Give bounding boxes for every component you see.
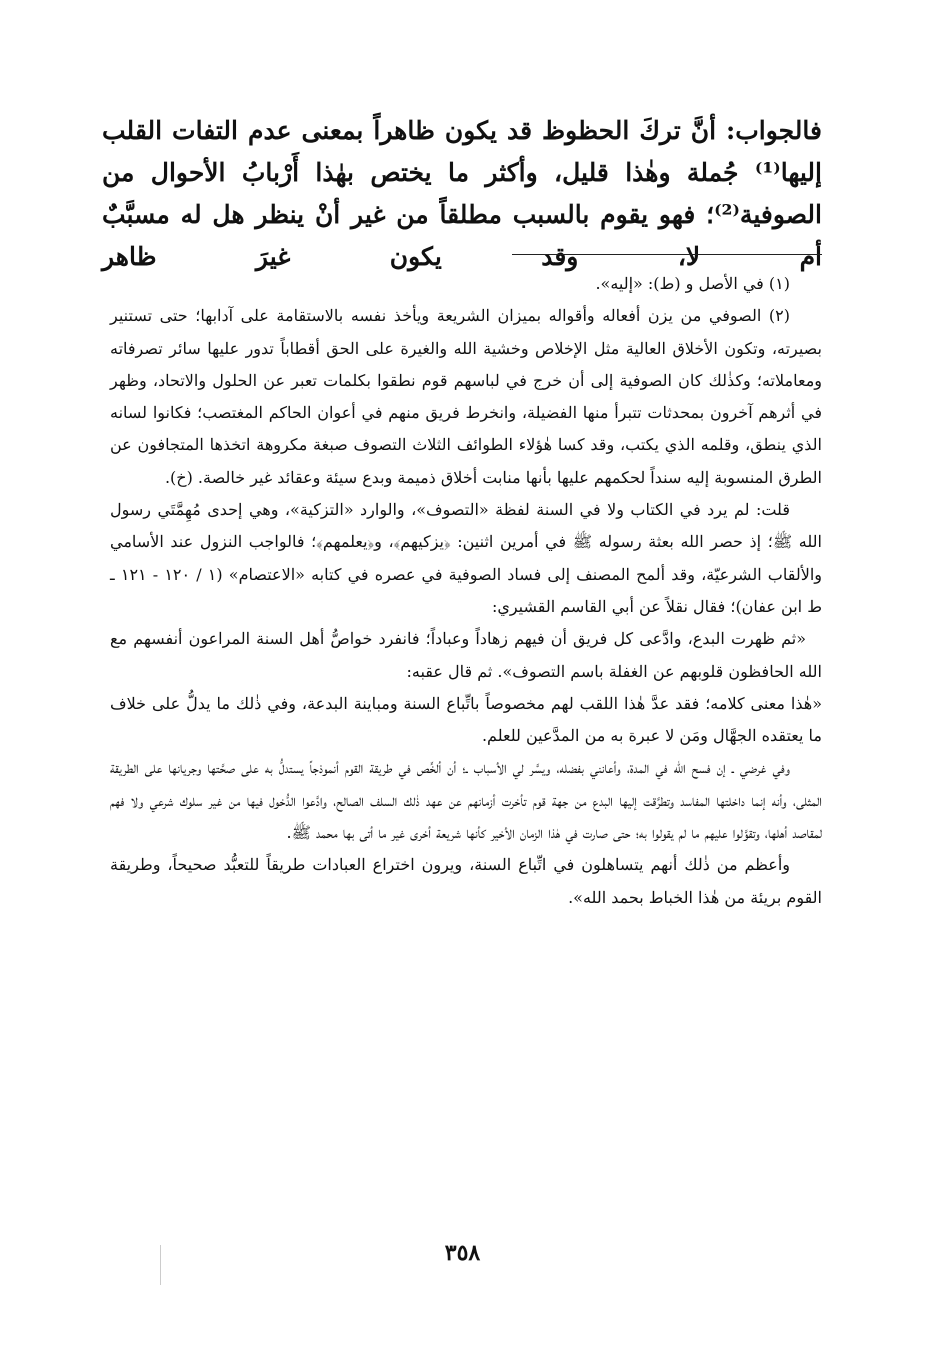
main-text-block [102, 110, 822, 278]
footnote-1: (١) في الأصل و (ط): «إليه». [595, 274, 790, 293]
page-number: ٣٥٨ [444, 1240, 481, 1266]
footnote-quote-2: «هٰذا معنى كلامه؛ فقد عدَّ هٰذا اللقب لهم مخصوصاً باتِّباع السنة ومباينة البدعة، وفي ذٰلك ما يدلُّ على خلاف ما يعتقده الجهَّال ومَن لا عبرة به من المدَّعين للعلم. [110, 693, 823, 746]
main-paragraph: فالجواب: أنَّ تركَ الحظوظ قد يكون ظاهراً بمعنى عدم التفات القلب إليها⁽¹⁾ جُملة وهٰذا قليل، وأكثر ما يختص بهٰذا أَرْبابُ الأحوال من الصوفية⁽²⁾؛ فهو يقوم بالسبب مطلقاً من غير أنْ ينظر هل له مسبَّبٌ أم لا، وقد يكون غيرَ ظاهر [102, 116, 822, 271]
footnotes-block [110, 268, 822, 914]
footnote-quote-1: «ثم ظهرت البدع، وادَّعى كل فريق أن فيهم زهاداً وعباداً؛ فانفرد خواصُّ أهل السنة المراعون أنفسهم مع الله الحافظون قلوبهم عن الغفلة باسم التصوف». ثم قال عقبه: [110, 629, 822, 681]
footnote-divider [512, 254, 822, 255]
footnote-aazam-paragraph: وأعظم من ذٰلك أنهم يتساهلون في اتِّباع السنة، ويرون اختراع العبادات طريقاً للتعبُّد صحيحاً، وطريقة القوم بريئة من هٰذا الخباط بحمد الله». [110, 855, 822, 907]
footnote-gharadi-paragraph: وفي غرضي ـ إن فسح الله في المدة، وأعانني بفضله، ويسَّر لي الأسباب ـ؛ أن ألخِّص في طريقة القوم أنموذجاً يستدلُّ به على صحَّتها وجريانها على الطريقة المثلى، وأنه إنما داخلتها المفاسد وتطرَّقت إليها البدع من جهة قوم تأخرت أزمانهم عن عهد ذٰلك السلف الصالح، وادَّعوا الدُّخول فيها من غير سلوك شرعي ولا فهم لمقاصد أهلها، وتقوَّلوا عليهم ما لم يقولوا به؛ حتى صارت في هٰذا الزمان الأخير كأنها شريعة أخرى غير ما أتى بها محمد ﷺ. [110, 758, 822, 843]
footnote-2: (٢) الصوفي من يزن أفعاله وأقواله بميزان الشريعة ويأخذ نفسه بالاستقامة على آدابها؛ حتى تستنير بصيرته، وتكون الأخلاق العالية مثل الإخلاص وخشية الله والغيرة على الحق أقطاباً تدور عليها سائر تصرفاته ومعاملاته؛ وكذٰلك كان الصوفية إلى أن خرج في لباسهم قوم نطقوا بكلمات تعبر عن الحلول والاتحاد، وظهر في أثرهم آخرون بمحدثات تتبرأ منها الفضيلة، وانخرط فريق منهم في أعوان الحاكم المغتصب؛ فكانوا لسانه الذي ينطق، وقلمه الذي يكتب، وقد كسا هٰؤلاء الطوائف الثلاث التصوف صبغة مكروهة اتخذها المتجافون عن الطرق المنسوبة إليه سنداً لحكمهم عليها بأنها منابت أخلاق ذميمة وبدع سيئة وعقائد غير خالصة. (خ). [110, 306, 822, 487]
footnote-qultu-paragraph: قلت: لم يرد في الكتاب ولا في السنة لفظة «التصوف»، والوارد «التزكية»، وهي إحدى مُهِمَّتَي رسول الله ﷺ؛ إذ حصر الله بعثة رسوله ﷺ في أمرين اثنين: ﴿يزكيهم﴾، و﴿يعلمهم﴾؛ فالواجب النزول عند الأسامي والألقاب الشرعيّة، وقد ألمح المصنف إلى فساد الصوفية في عصره في كتابه «الاعتصام» (١ / ١٢٠ - ١٢١ ـ ط ابن عفان)؛ فقال نقلاً عن أبي القاسم القشيري: [110, 500, 823, 616]
